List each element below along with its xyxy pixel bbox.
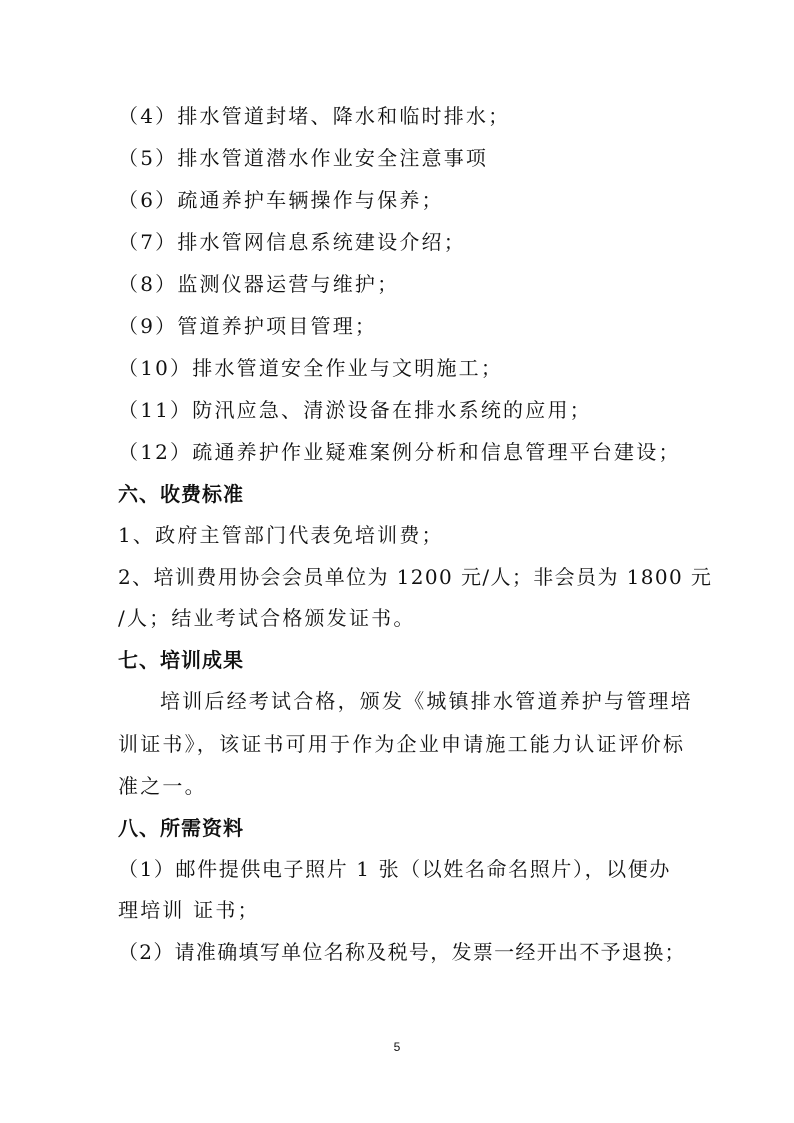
- list-item: （8）监测仪器运营与维护；: [118, 272, 400, 296]
- list-item: （11）防汛应急、清淤设备在排水系统的应用；: [118, 398, 592, 422]
- fee-item-2-line-2: /人；结业考试合格颁发证书。: [118, 606, 416, 630]
- fee-item-2-line-1: 2、培训费用协会会员单位为 1200 元/人；非会员为 1800 元: [118, 565, 713, 589]
- materials-item-1-line-1: （1）邮件提供电子照片 1 张（以姓名命名照片），以便办: [118, 857, 671, 881]
- section-heading-fees: 六、收费标准: [118, 482, 244, 506]
- list-item: （7）排水管网信息系统建设介绍；: [118, 230, 466, 254]
- list-item: （5）排水管道潜水作业安全注意事项: [118, 146, 489, 170]
- list-item: （4）排水管道封堵、降水和临时排水；: [118, 104, 511, 128]
- results-paragraph-line-3: 准之一。: [118, 774, 207, 798]
- list-item: （12）疏通养护作业疑难案例分析和信息管理平台建设；: [118, 440, 681, 464]
- results-paragraph-line-2: 训证书》，该证书可用于作为企业申请施工能力认证评价标: [118, 732, 686, 756]
- list-item: （9）管道养护项目管理；: [118, 314, 378, 338]
- materials-item-2: （2）请准确填写单位名称及税号，发票一经开出不予退换；: [118, 940, 686, 964]
- section-heading-materials: 八、所需资料: [118, 816, 244, 840]
- list-item: （10）排水管道安全作业与文明施工；: [118, 356, 504, 380]
- list-item: （6）疏通养护车辆操作与保养；: [118, 188, 444, 212]
- section-heading-results: 七、培训成果: [118, 648, 244, 672]
- fee-item-1: 1、政府主管部门代表免培训费；: [118, 523, 444, 547]
- page-number: 5: [393, 1040, 401, 1054]
- results-paragraph-line-1: 培训后经考试合格，颁发《城镇排水管道养护与管理培: [160, 689, 693, 713]
- materials-item-1-line-2: 理培训 证书；: [118, 898, 260, 922]
